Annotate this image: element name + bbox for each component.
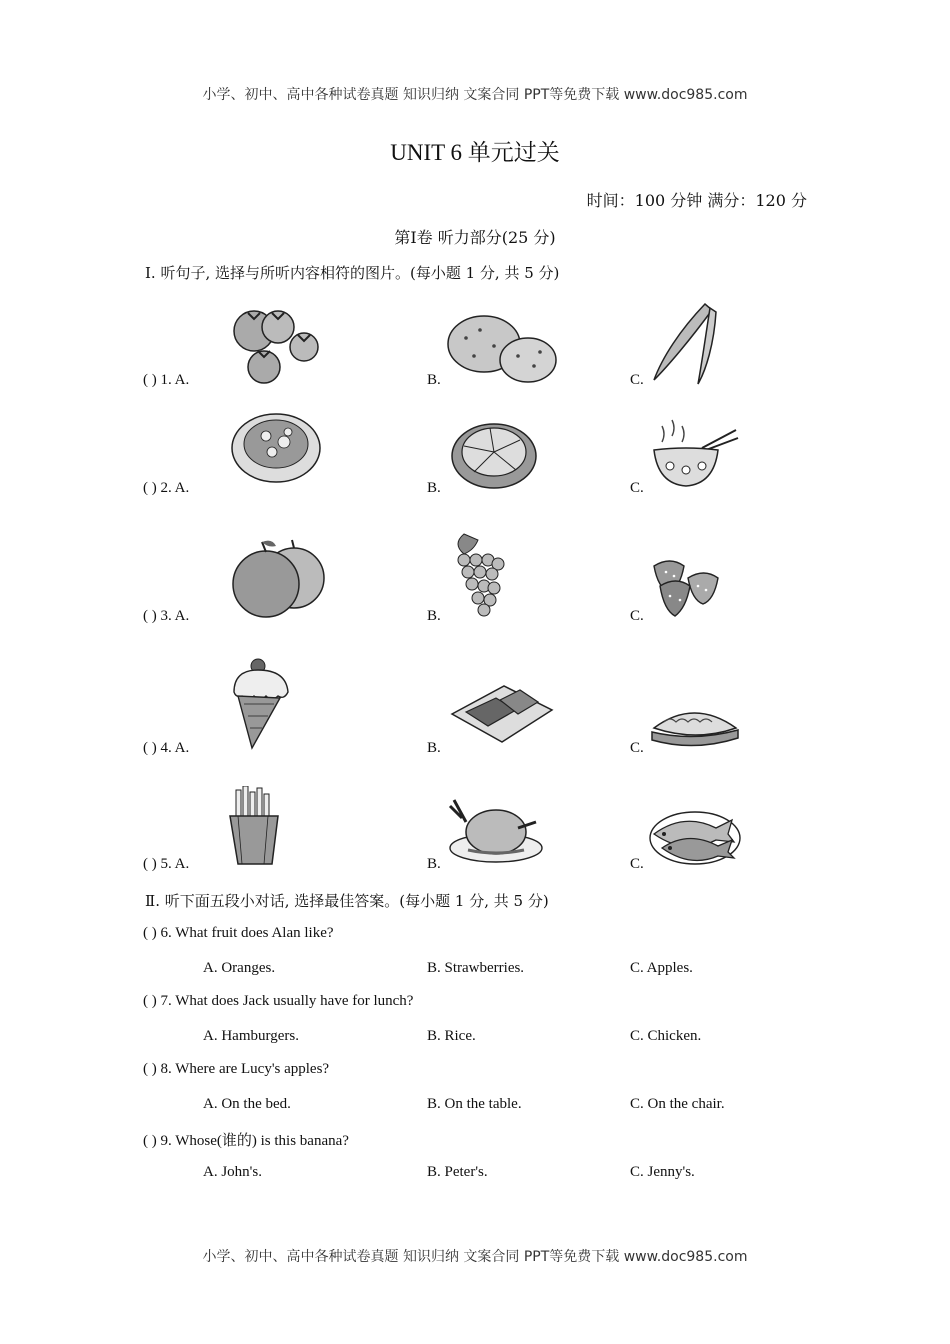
page-header: 小学、初中、高中各种试卷真题 知识归纳 文案合同 PPT等免费下载 www.doc985.com bbox=[202, 87, 748, 103]
potatoes-icon bbox=[446, 308, 558, 386]
page-title: UNIT 6 单元过关 bbox=[390, 140, 560, 165]
question-3-option-b: B. bbox=[427, 608, 441, 624]
french-fries-icon bbox=[228, 786, 280, 866]
question-5-prefix: ( ) 5. A. bbox=[143, 856, 190, 872]
question-6-option-a: A. Oranges. bbox=[203, 960, 276, 976]
question-8: ( ) 8. Where are Lucy's apples? bbox=[143, 1061, 330, 1077]
question-4-prefix: ( ) 4. A. bbox=[143, 740, 190, 756]
question-6-option-c: C. Apples. bbox=[630, 960, 693, 976]
question-9-option-a: A. John's. bbox=[203, 1164, 262, 1180]
fish-plate-icon bbox=[648, 800, 742, 868]
grapes-icon bbox=[450, 530, 506, 618]
question-4-option-b: B. bbox=[427, 740, 441, 756]
question-8-option-c: C. On the chair. bbox=[630, 1096, 725, 1112]
roast-chicken-icon bbox=[446, 792, 544, 864]
question-6-option-b: B. Strawberries. bbox=[427, 960, 525, 976]
question-5-option-c: C. bbox=[630, 856, 644, 872]
question-2-option-b: B. bbox=[427, 480, 441, 496]
hot-dog-icon bbox=[650, 702, 740, 750]
part-heading: 第Ⅰ卷 听力部分(25 分) bbox=[394, 228, 556, 247]
question-3-prefix: ( ) 3. A. bbox=[143, 608, 190, 624]
question-7-option-c: C. Chicken. bbox=[630, 1028, 702, 1044]
exam-meta: 时间：100 分钟 满分：120 分 bbox=[586, 191, 807, 210]
question-2-option-c: C. bbox=[630, 480, 644, 496]
question-5-option-b: B. bbox=[427, 856, 441, 872]
question-1-prefix: ( ) 1. A. bbox=[143, 372, 190, 388]
question-7-option-b: B. Rice. bbox=[427, 1028, 476, 1044]
tomatoes-icon bbox=[228, 305, 323, 387]
sandwich-icon bbox=[450, 684, 554, 746]
question-6: ( ) 6. What fruit does Alan like? bbox=[143, 925, 334, 941]
question-3-option-c: C. bbox=[630, 608, 644, 624]
strawberries-icon bbox=[650, 552, 722, 620]
question-8-option-b: B. On the table. bbox=[427, 1096, 522, 1112]
question-4-option-c: C. bbox=[630, 740, 644, 756]
question-2-prefix: ( ) 2. A. bbox=[143, 480, 190, 496]
pie-icon bbox=[450, 418, 538, 490]
green-beans-icon bbox=[650, 300, 720, 388]
section-1-heading: Ⅰ. 听句子, 选择与所听内容相符的图片。(每小题 1 分, 共 5 分) bbox=[145, 264, 560, 282]
page-footer: 小学、初中、高中各种试卷真题 知识归纳 文案合同 PPT等免费下载 www.doc985.com bbox=[202, 1249, 748, 1265]
section-2-heading: Ⅱ. 听下面五段小对话, 选择最佳答案。(每小题 1 分, 共 5 分) bbox=[145, 892, 549, 910]
question-1-option-b: B. bbox=[427, 372, 441, 388]
question-9-option-c: C. Jenny's. bbox=[630, 1164, 695, 1180]
question-1-option-c: C. bbox=[630, 372, 644, 388]
salad-bowl-icon bbox=[230, 412, 322, 487]
question-8-option-a: A. On the bed. bbox=[203, 1096, 291, 1112]
apples-icon bbox=[230, 538, 326, 618]
question-9-option-b: B. Peter's. bbox=[427, 1164, 488, 1180]
question-7: ( ) 7. What does Jack usually have for lunch? bbox=[143, 993, 414, 1009]
ice-cream-icon bbox=[230, 658, 292, 750]
noodles-bowl-icon bbox=[652, 416, 740, 490]
question-9: ( ) 9. Whose(谁的) is this banana? bbox=[143, 1133, 349, 1149]
question-7-option-a: A. Hamburgers. bbox=[203, 1028, 299, 1044]
